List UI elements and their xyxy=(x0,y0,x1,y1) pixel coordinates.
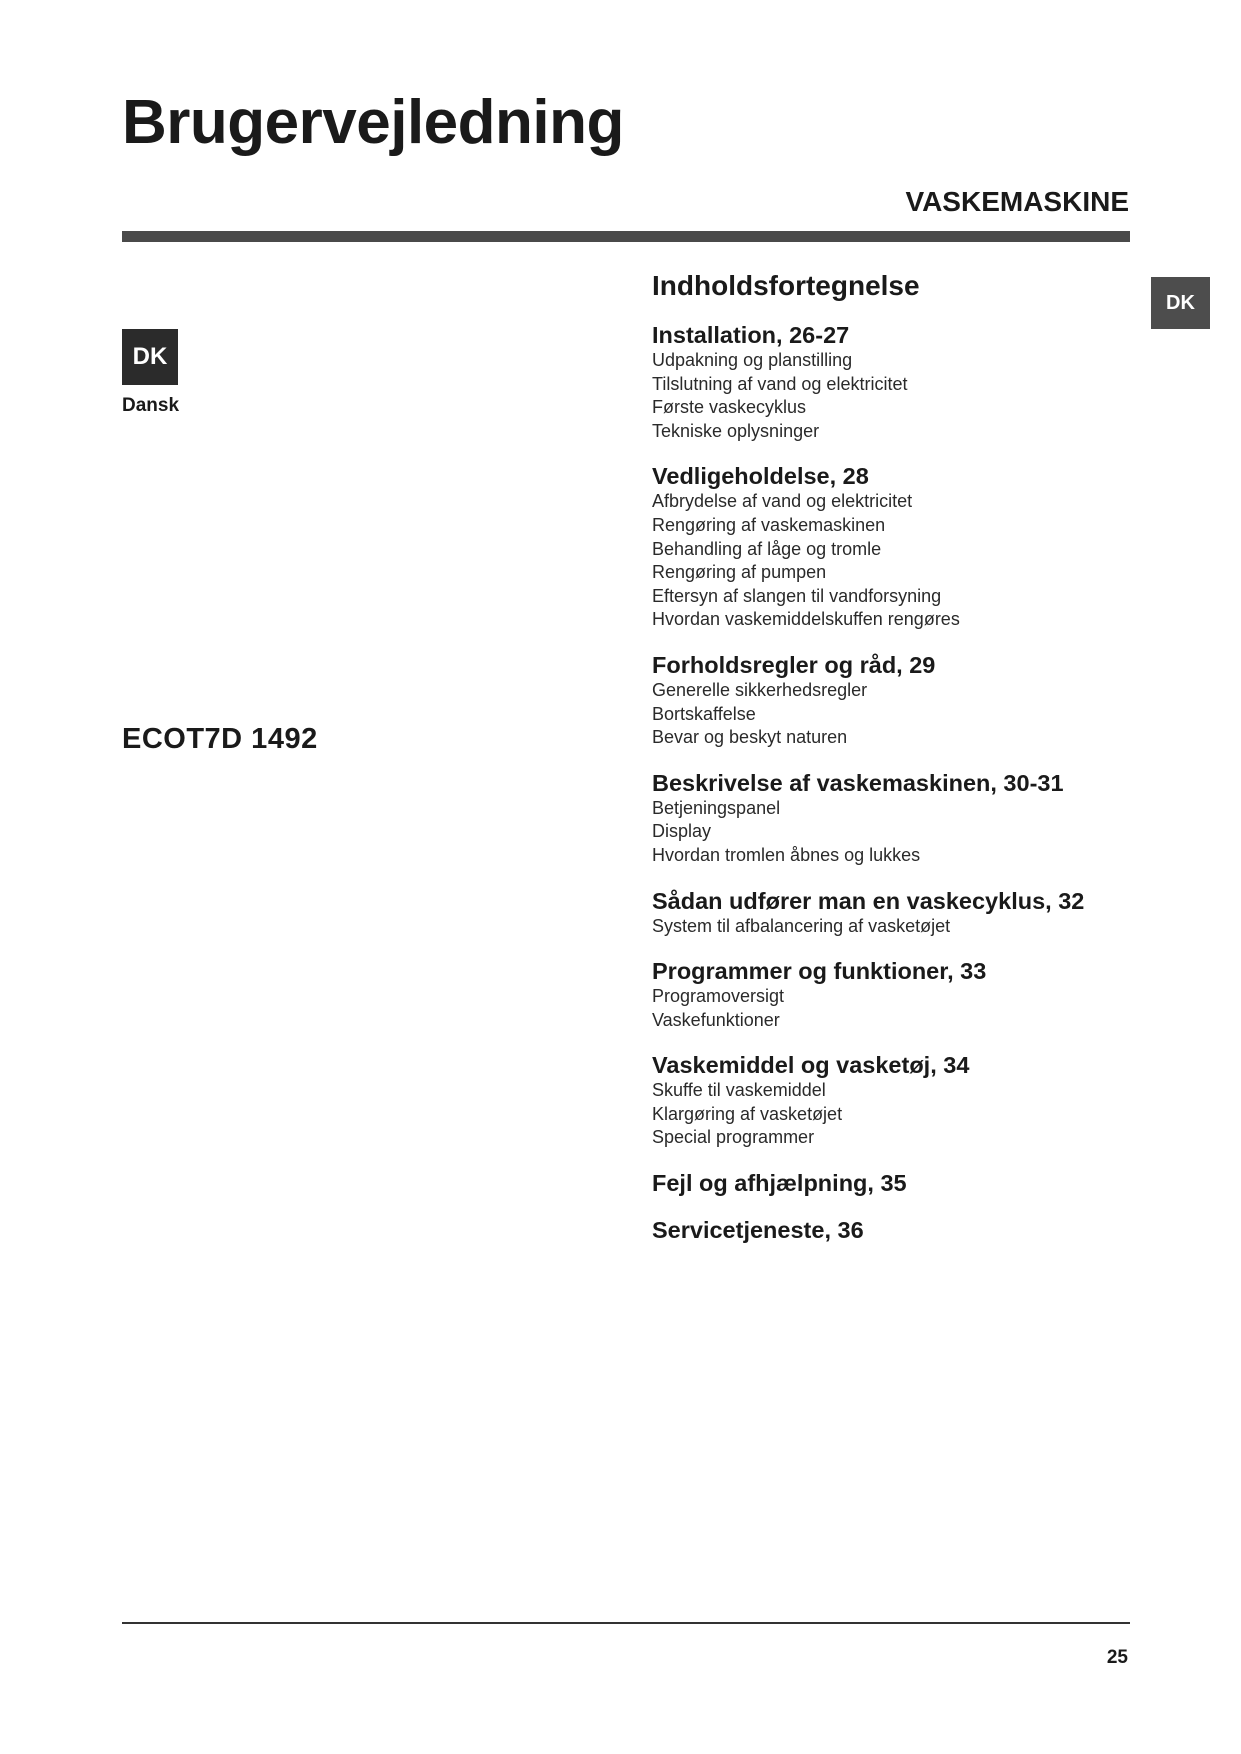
toc-item: Første vaskecyklus xyxy=(652,397,807,418)
toc-section-title: Vaskemiddel og vasketøj, 34 xyxy=(652,1052,970,1079)
toc-section xyxy=(652,1217,1132,1244)
toc-section-title: Sådan udfører man en vaskecyklus, 32 xyxy=(652,887,1085,914)
toc-section-title: Fejl og afhjælpning, 35 xyxy=(652,1170,907,1197)
toc-section xyxy=(652,463,1132,632)
toc-section-title: Vedligeholdelse, 28 xyxy=(652,463,869,490)
toc-item: Rengøring af vaskemaskinen xyxy=(652,514,886,535)
toc-item-list xyxy=(652,1079,1132,1150)
table-of-contents xyxy=(652,272,1132,1264)
toc-section xyxy=(652,770,1132,868)
toc-item-list xyxy=(652,915,1132,939)
toc-item-list xyxy=(652,797,1132,868)
toc-section xyxy=(652,888,1132,939)
toc-item: Rengøring af pumpen xyxy=(652,562,827,583)
toc-item-list xyxy=(652,679,1132,750)
toc-item: Tilslutning af vand og elektricitet xyxy=(652,373,908,394)
toc-item: Hvordan tromlen åbnes og lukkes xyxy=(652,844,921,865)
toc-item: Klargøring af vasketøjet xyxy=(652,1103,843,1124)
toc-item: Tekniske oplysninger xyxy=(652,420,820,441)
toc-item: Bortskaffelse xyxy=(652,703,756,724)
toc-sections xyxy=(652,322,1132,1244)
toc-section-title: Servicetjeneste, 36 xyxy=(652,1217,864,1244)
toc-section-title: Forholdsregler og råd, 29 xyxy=(652,651,936,678)
toc-heading: Indholdsfortegnelse xyxy=(652,270,920,301)
toc-section-title: Installation, 26-27 xyxy=(652,322,850,348)
toc-item: Skuffe til vaskemiddel xyxy=(652,1080,826,1101)
toc-item: Generelle sikkerhedsregler xyxy=(652,679,868,700)
toc-section-title: Programmer og funktioner, 33 xyxy=(652,958,987,985)
toc-item: Display xyxy=(652,821,712,842)
toc-item-list xyxy=(652,349,1132,443)
toc-item-list xyxy=(652,490,1132,632)
toc-item: Afbrydelse af vand og elektricitet xyxy=(652,491,913,512)
toc-section xyxy=(652,652,1132,750)
toc-section xyxy=(652,958,1132,1032)
toc-section xyxy=(652,1170,1132,1197)
toc-section xyxy=(652,1052,1132,1150)
header-divider xyxy=(122,231,1130,242)
toc-item: Programoversigt xyxy=(652,986,785,1007)
toc-item-list xyxy=(652,985,1132,1032)
product-type: VASKEMASKINE xyxy=(905,186,1129,217)
toc-item: Vaskefunktioner xyxy=(652,1009,780,1030)
language-badge: DK xyxy=(122,329,178,385)
toc-item: Betjeningspanel xyxy=(652,797,781,818)
toc-item: System til afbalancering af vasketøjet xyxy=(652,915,951,936)
document-title: Brugervejledning xyxy=(122,88,624,157)
language-name: Dansk xyxy=(122,395,180,416)
toc-item: Bevar og beskyt naturen xyxy=(652,727,848,748)
toc-section xyxy=(652,322,1132,443)
toc-item: Hvordan vaskemiddelskuffen rengøres xyxy=(652,609,960,630)
language-side-tab: DK xyxy=(1151,277,1210,329)
toc-item: Behandling af låge og tromle xyxy=(652,538,882,559)
toc-item: Eftersyn af slangen til vandforsyning xyxy=(652,585,942,606)
page-number: 25 xyxy=(1106,1647,1128,1668)
toc-section-title: Beskrivelse af vaskemaskinen, 30-31 xyxy=(652,769,1064,796)
toc-item: Udpakning og planstilling xyxy=(652,350,853,370)
toc-item: Special programmer xyxy=(652,1127,815,1148)
footer-divider xyxy=(122,1622,1130,1624)
model-number: ECOT7D 1492 xyxy=(122,723,318,755)
